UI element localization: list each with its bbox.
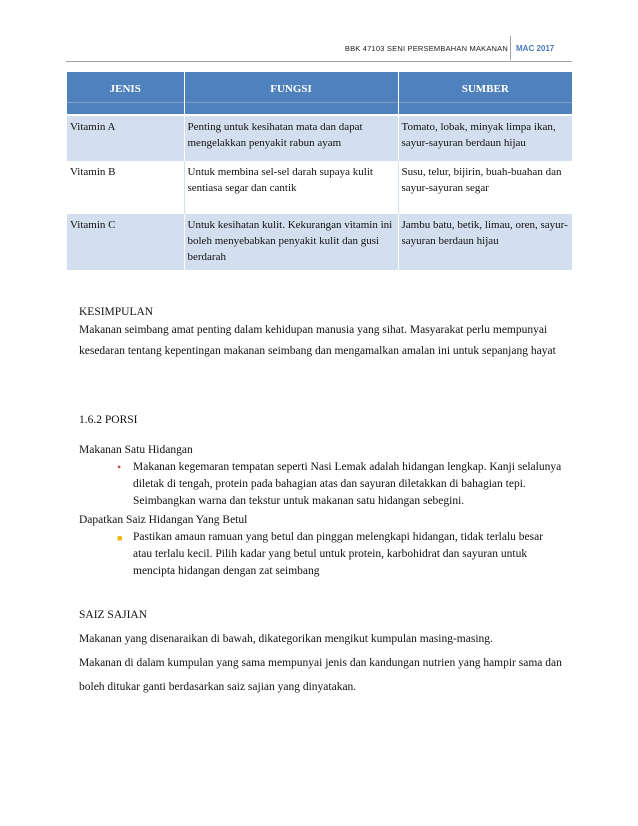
table-row	[67, 214, 572, 270]
saiz-sajian-paragraph-1: Makanan yang disenaraikan di bawah, dikategorikan mengikut kumpulan masing-masing.	[79, 633, 493, 645]
bullet-square-icon: ■	[117, 533, 123, 543]
porsi-heading: 1.6.2 PORSI	[79, 414, 138, 426]
header-rule	[66, 61, 572, 62]
vitamin-table	[67, 72, 572, 270]
table-cell: Vitamin C	[67, 214, 184, 270]
bullet-dot-icon: •	[117, 460, 122, 474]
saiz-sajian-section	[79, 603, 564, 699]
table-row	[67, 115, 572, 161]
porsi-subheading-2: Dapatkan Saiz Hidangan Yang Betul	[79, 514, 248, 526]
porsi-subheading-1: Makanan Satu Hidangan	[79, 444, 193, 456]
kesimpulan-heading: KESIMPULAN	[79, 306, 154, 318]
list-item	[79, 459, 564, 510]
page-header	[0, 36, 638, 62]
column-header-jenis: JENIS	[67, 72, 184, 115]
kesimpulan-paragraph: Makanan seimbang amat penting dalam kehidupan manusia yang sihat. Masyarakat perlu mempunyai kesedaran tentang kepentingan makanan seimbang dan mengamalkan amalan ini untuk sepanjang hayat	[79, 324, 556, 357]
table-cell: Vitamin A	[67, 115, 184, 161]
table-cell: Vitamin B	[67, 161, 184, 214]
bullet-text-1: Makanan kegemaran tempatan seperti Nasi Lemak adalah hidangan lengkap. Kanji selalunya diletak di tengah, protein pada bahagian atas dan sayuran diletakkan di bahagian tepi. Seimbangkan warna dan tekstur untuk makanan satu hidangan sebegini.	[133, 461, 562, 507]
table-cell: Untuk membina sel-sel darah supaya kulit sentiasa segar dan cantik	[184, 161, 398, 214]
header-date: MAC 2017	[516, 44, 555, 53]
table-cell: Penting untuk kesihatan mata dan dapat mengelakkan penyakit rabun ayam	[184, 115, 398, 161]
table-cell: Susu, telur, bijirin, buah-buahan dan sayur-sayuran segar	[398, 161, 572, 214]
saiz-sajian-paragraph-2: Makanan di dalam kumpulan yang sama mempunyai jenis dan kandungan nutrien yang hampir sama dan boleh ditukar ganti berdasarkan saiz sajian yang dinyatakan.	[79, 657, 562, 693]
table-cell: Untuk kesihatan kulit. Kekurangan vitamin ini boleh menyebabkan penyakit kulit dan gusi berdarah	[184, 214, 398, 270]
kesimpulan-section	[79, 302, 564, 362]
column-header-fungsi: FUNGSI	[184, 72, 398, 115]
list-item	[79, 529, 564, 580]
course-title: BBK 47103 SENI PERSEMBAHAN MAKANAN	[344, 44, 508, 53]
table-cell: Tomato, lobak, minyak limpa ikan, sayur-sayuran berdaun hijau	[398, 115, 572, 161]
header-divider	[510, 36, 511, 60]
table-cell: Jambu batu, betik, limau, oren, sayur-sayuran berdaun hijau	[398, 214, 572, 270]
bullet-text-2: Pastikan amaun ramuan yang betul dan pinggan melengkapi hidangan, tidak terlalu besar atau terlalu kecil. Pilih kadar yang betul untuk protein, karbohidrat dan sayuran untuk mencipta hidangan dengan zat seimbang	[133, 531, 544, 577]
column-header-sumber: SUMBER	[398, 72, 572, 115]
saiz-sajian-heading: SAIZ SAJIAN	[79, 609, 148, 621]
porsi-section	[79, 442, 564, 580]
table-header-row	[67, 72, 572, 115]
table-row	[67, 161, 572, 214]
